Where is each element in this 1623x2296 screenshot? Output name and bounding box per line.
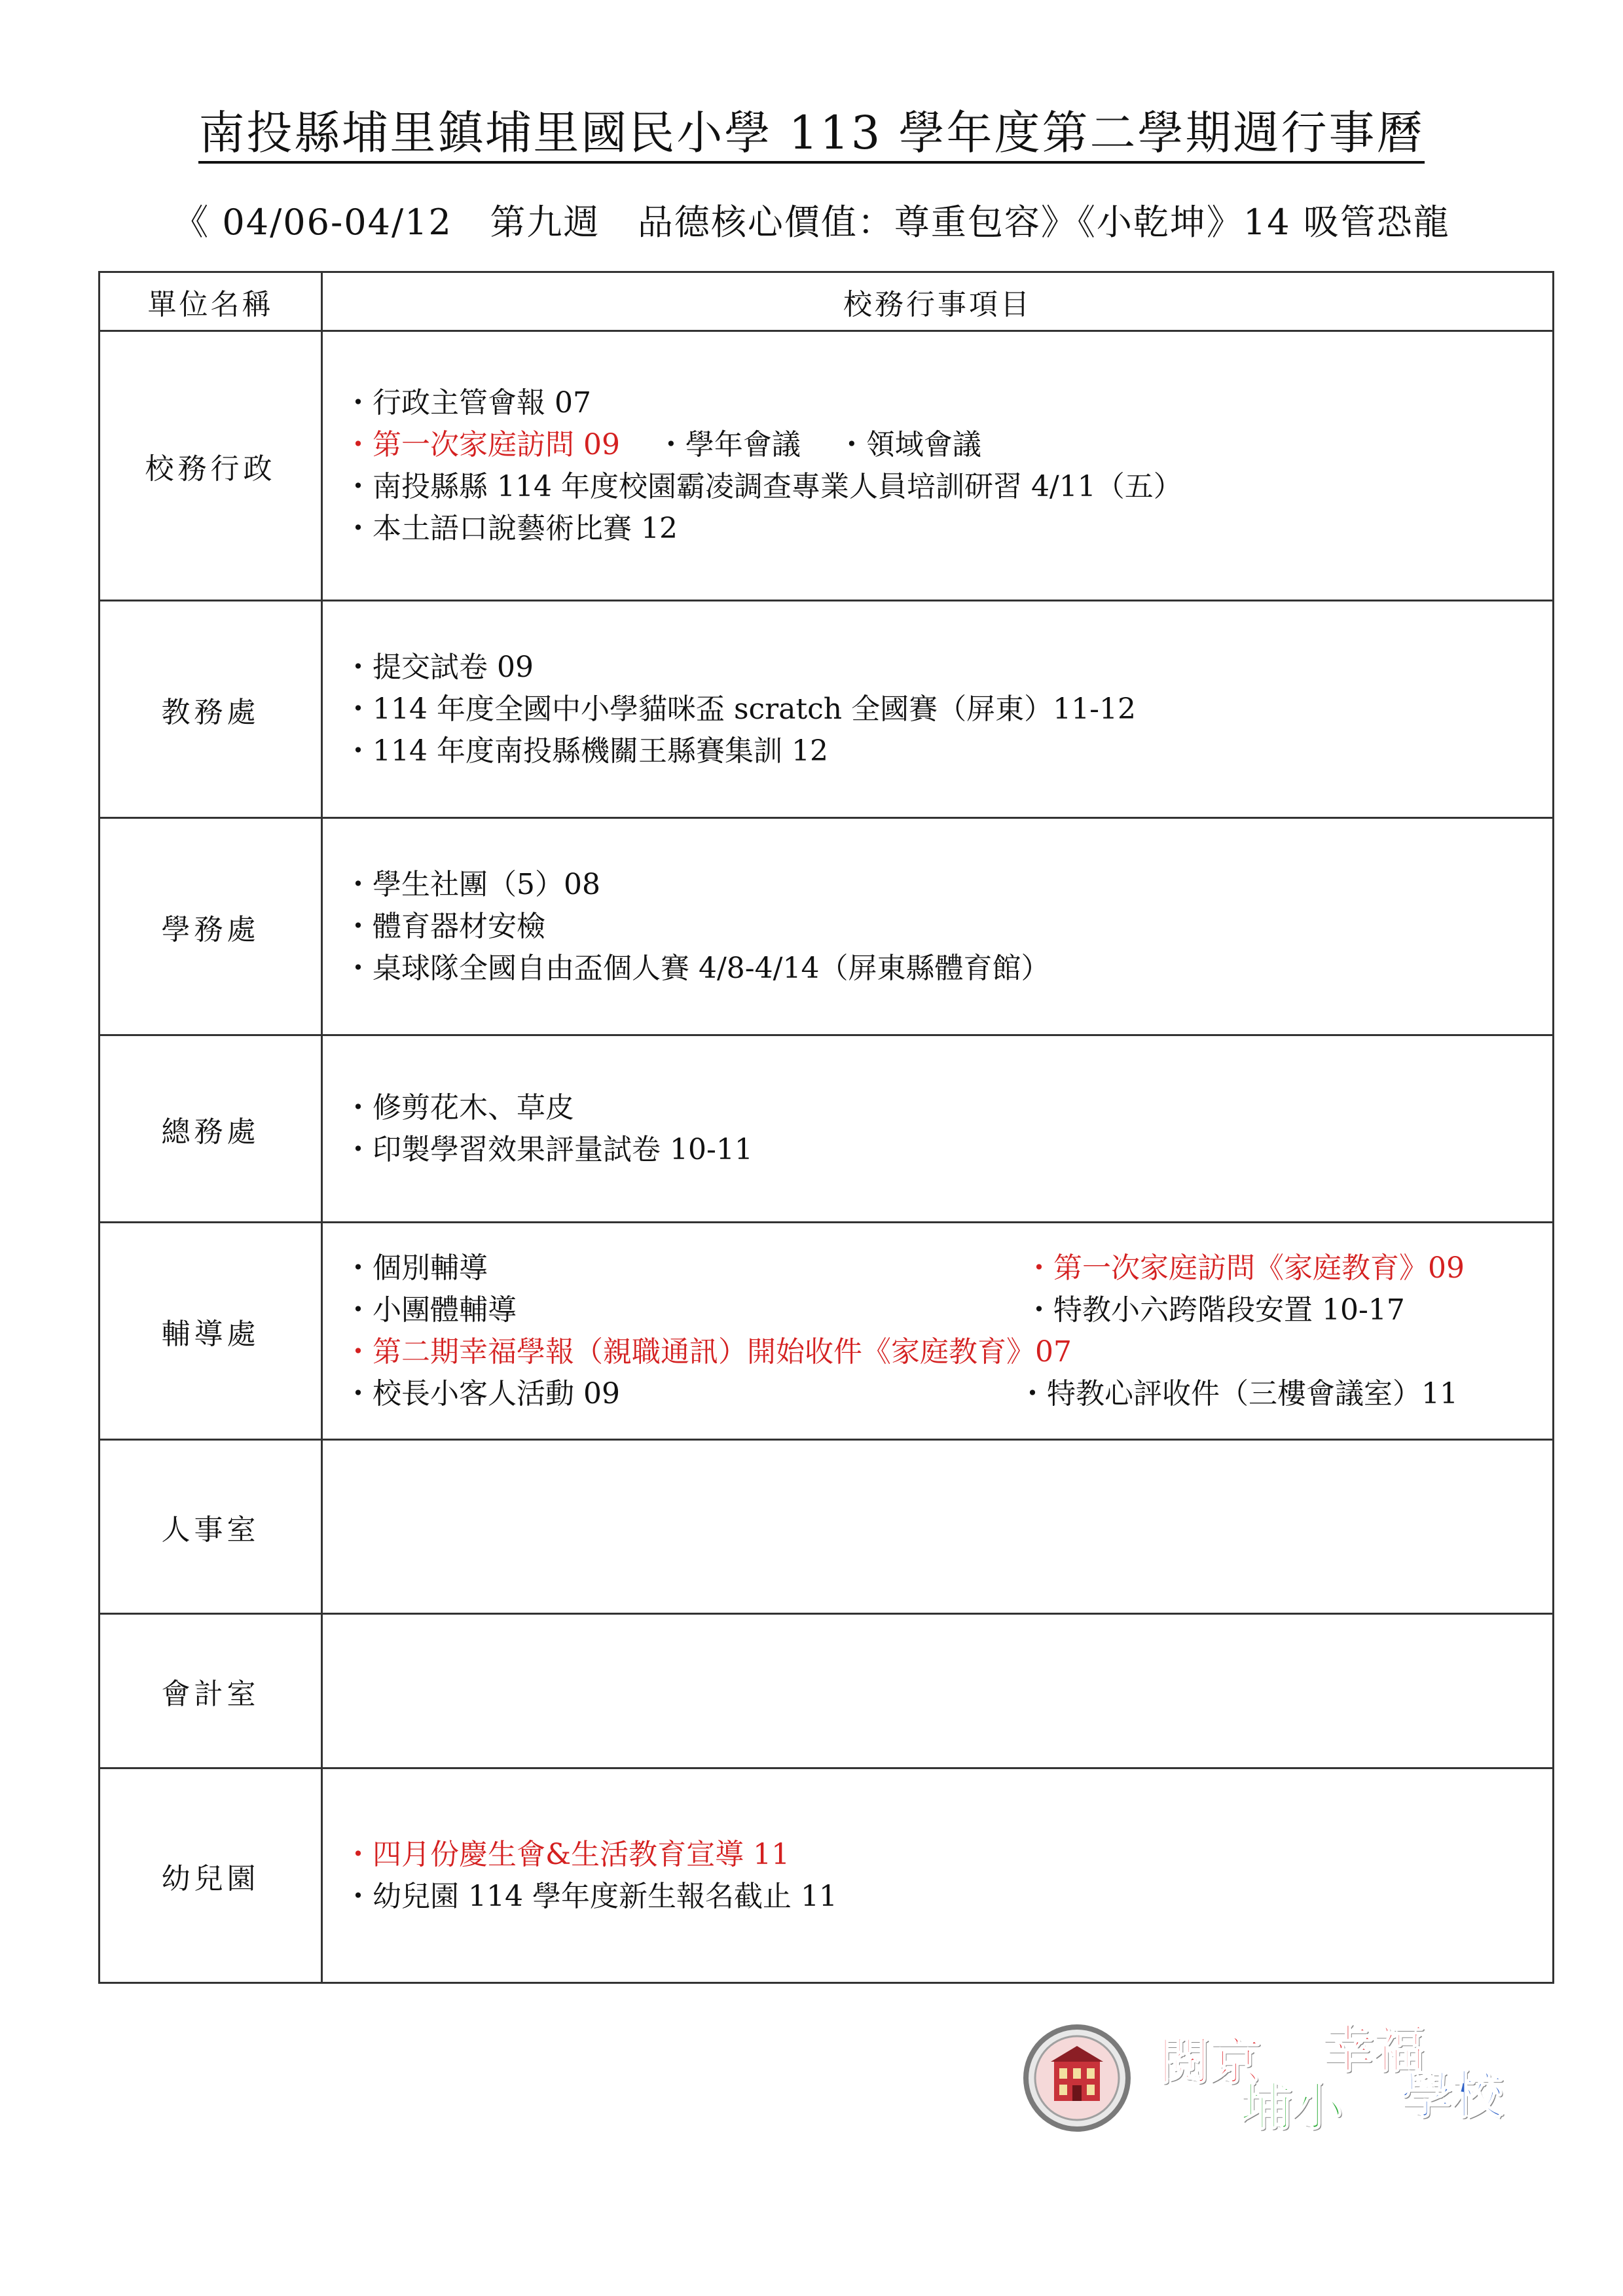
table-row <box>100 601 1554 818</box>
list-item-mixed <box>344 424 1552 466</box>
list-item: ・印製學習效果評量試卷 10-11 <box>344 1132 753 1166</box>
header-unit: 單位名稱 <box>100 272 322 331</box>
school-slogan <box>1159 2020 1525 2153</box>
table-row <box>100 1440 1554 1614</box>
list-item: ・南投縣縣 114 年度校園霸凌調查專業人員培訓研習 4/11（五） <box>344 469 1182 503</box>
highlighted-item: ・第二期幸福學報（親職通訊）開始收件《家庭教育》07 <box>344 1335 1072 1369</box>
slogan-word: 幸福 <box>1322 2020 1425 2079</box>
list-item: ・小團體輔導 <box>344 1293 517 1327</box>
list-item: ・桌球隊全國自由盃個人賽 4/8-4/14（屏東縣體育館） <box>344 951 1050 985</box>
slogan-word: 學校 <box>1401 2066 1504 2125</box>
unit-items-empty <box>322 1614 1554 1768</box>
unit-items-empty <box>322 1440 1554 1614</box>
list-item: ・個別輔導 <box>344 1251 488 1285</box>
table-row <box>100 1223 1554 1440</box>
table-row <box>100 1035 1554 1223</box>
unit-name: 學務處 <box>100 818 322 1035</box>
slogan-word: 閱京 <box>1159 2032 1262 2091</box>
unit-items <box>322 1768 1554 1983</box>
list-item-pair <box>344 1373 1552 1415</box>
unit-items <box>322 818 1554 1035</box>
school-emblem-icon <box>1021 2022 1133 2134</box>
unit-name: 總務處 <box>100 1035 322 1223</box>
unit-name: 人事室 <box>100 1440 322 1614</box>
unit-items <box>322 331 1554 601</box>
highlighted-item: ・第一次家庭訪問 09 <box>344 427 620 461</box>
unit-items <box>322 1223 1554 1440</box>
table-row <box>100 1768 1554 1983</box>
list-item: ・修剪花木、草皮 <box>344 1090 574 1124</box>
weekly-calendar-table <box>98 271 1554 1984</box>
list-item: ・領域會議 <box>800 427 981 461</box>
unit-name: 校務行政 <box>100 331 322 601</box>
list-item-pair <box>344 1247 1552 1289</box>
unit-name: 輔導處 <box>100 1223 322 1440</box>
table-row <box>100 1614 1554 1768</box>
header-items: 校務行事項目 <box>322 272 1554 331</box>
list-item: ・學生社團（5）08 <box>344 867 600 901</box>
list-item: ・幼兒園 114 學年度新生報名截止 11 <box>344 1879 837 1913</box>
list-item: ・體育器材安檢 <box>344 909 545 943</box>
list-item: ・本土語口說藝術比賽 12 <box>344 511 678 545</box>
unit-name: 教務處 <box>100 601 322 818</box>
list-item: ・特教小六跨階段安置 10-17 <box>1025 1293 1405 1327</box>
list-item: ・114 年度全國中小學貓咪盃 scratch 全國賽（屏東）11-12 <box>344 692 1136 726</box>
table-row <box>100 818 1554 1035</box>
list-item: ・114 年度南投縣機關王縣賽集訓 12 <box>344 734 828 768</box>
highlighted-item: ・四月份慶生會&生活教育宣導 11 <box>344 1837 790 1871</box>
list-item: ・校長小客人活動 09 <box>344 1376 620 1410</box>
list-item: ・特教心評收件（三樓會議室）11 <box>1018 1376 1458 1410</box>
slogan-word: 埔小 <box>1241 2078 1343 2137</box>
list-item: ・提交試卷 09 <box>344 650 534 684</box>
week-subtitle: 《 04/06-04/12 第九週 品德核心價值：尊重包容》《小乾坤》14 吸管恐龍 <box>173 202 1450 243</box>
highlighted-item: ・第一次家庭訪問《家庭教育》09 <box>1025 1251 1465 1285</box>
page-title: 南投縣埔里鎮埔里國民小學 113 學年度第二學期週行事曆 <box>0 103 1623 162</box>
list-item-pair <box>344 1289 1552 1331</box>
unit-items <box>322 601 1554 818</box>
table-header-row <box>100 272 1554 331</box>
unit-name: 幼兒園 <box>100 1768 322 1983</box>
table-row <box>100 331 1554 601</box>
list-item: ・學年會議 <box>619 427 801 461</box>
unit-name: 會計室 <box>100 1614 322 1768</box>
list-item: ・行政主管會報 07 <box>344 386 591 420</box>
unit-items <box>322 1035 1554 1223</box>
